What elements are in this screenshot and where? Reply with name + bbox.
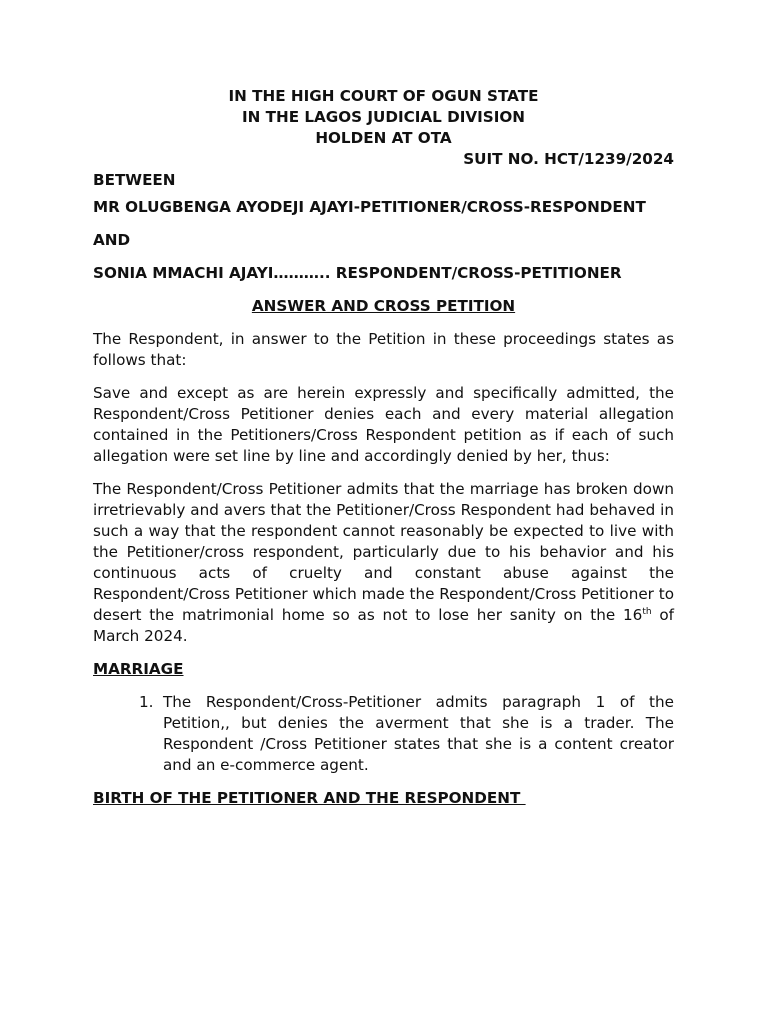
respondent-name: SONIA MMACHI AJAYI……….. RESPONDENT/CROSS-PETITIONER	[93, 264, 622, 282]
list-item-text: The Respondent/Cross-Petitioner admits paragraph 1 of the Petition,, but denies the averment that she is a trader. The Respondent /Cross Petitioner states that she is a content creator and an e-commerce agent.	[163, 693, 674, 774]
date-ordinal-suffix: th	[642, 606, 652, 617]
paragraph-breakdown	[93, 479, 674, 647]
suit-number: SUIT NO. HCT/1239/2024	[463, 150, 674, 168]
petitioner-name: MR OLUGBENGA AYODEJI AJAYI-PETITIONER/CROSS-RESPONDENT	[93, 198, 646, 216]
birth-heading: BIRTH OF THE PETITIONER AND THE RESPONDENT	[93, 789, 526, 807]
paragraph-breakdown-end: of March 2024.	[93, 606, 675, 645]
between-label: BETWEEN	[93, 171, 176, 189]
paragraph-breakdown-text: The Respondent/Cross Petitioner admits that the marriage has broken down irretrievably and avers that the Petitioner/Cross Respondent had behaved in such a way that the respondent cannot reasonably be expected to live with the Petitioner/cross respondent, particularly due to his behavior and his continuous acts of cruelty and constant abuse against the Respondent/Cross Petitioner which made the Respondent/Cross Petitioner to desert the matrimonial home so as not to lose her sanity on the 16	[93, 480, 674, 624]
holden-title: HOLDEN AT OTA	[315, 129, 452, 147]
paragraph-denial: Save and except as are herein expressly and specifically admitted, the Respondent/Cross Petitioner denies each and every material allegation contained in the Petitioners/Cross Respondent petition as if each of such allegation were set line by line and accordingly denied by her, thus:	[93, 384, 674, 465]
and-label: AND	[93, 231, 131, 249]
document-title: ANSWER AND CROSS PETITION	[251, 297, 516, 315]
division-title: IN THE LAGOS JUDICIAL DIVISION	[241, 108, 526, 126]
court-title: IN THE HIGH COURT OF OGUN STATE	[228, 87, 539, 105]
marriage-heading: MARRIAGE	[93, 660, 184, 678]
paragraph-answer-intro: The Respondent, in answer to the Petition in these proceedings states as follows that:	[93, 330, 674, 369]
list-item	[139, 692, 674, 776]
list-item-number: 1.	[139, 693, 154, 711]
